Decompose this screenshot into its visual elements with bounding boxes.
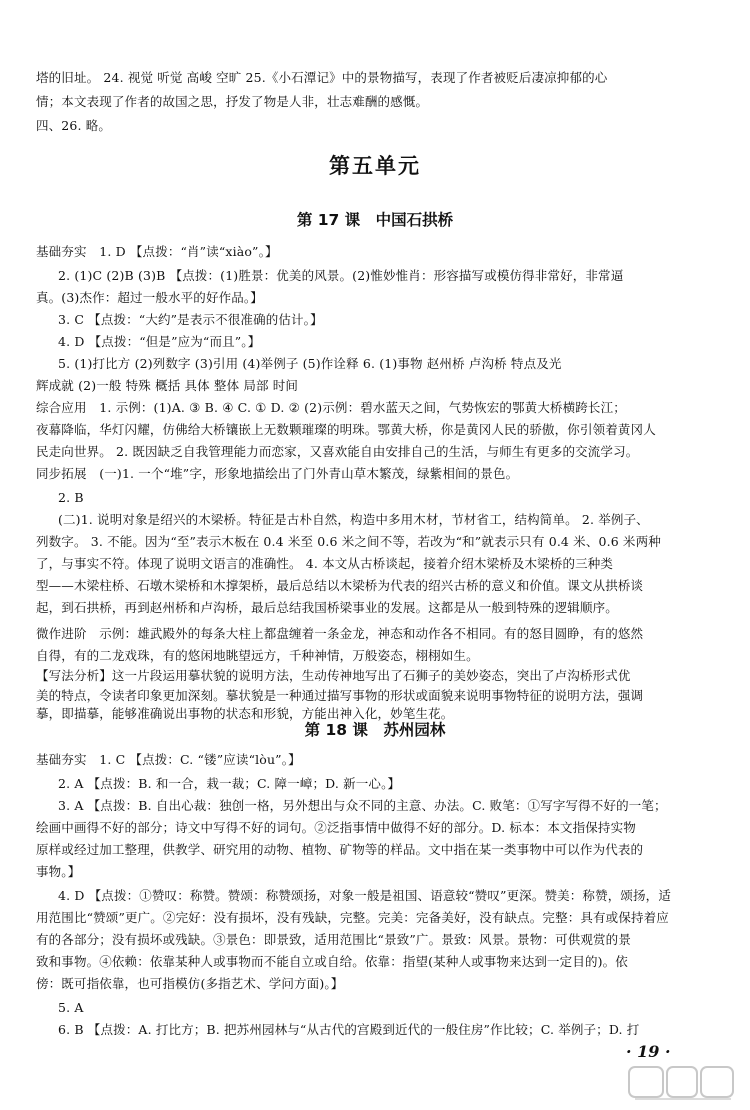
lesson-17-line: 3. C 【点拨：“大约”是表示不很准确的估计。】 bbox=[58, 312, 323, 327]
lesson-17-line: 4. D 【点拨：“但是”应为“而且”。】 bbox=[58, 334, 261, 349]
lesson-17-line: 2. B bbox=[58, 490, 84, 505]
watermark-logo bbox=[627, 1063, 737, 1103]
lesson-17-line: 自得，有的二龙戏珠，有的悠闲地眺望远方，千种神情，万般姿态，栩栩如生。 bbox=[36, 648, 479, 663]
lesson-17-line: 辉成就 (2)一般 特殊 概括 具体 整体 局部 时间 bbox=[36, 378, 299, 393]
lesson-18-line: 基础夯实 1. C 【点拨：C. “镂”应读“lòu”。】 bbox=[36, 752, 301, 767]
lesson-17-line: 列数字。 3. 不能。因为“至”表示木板在 0.4 米至 0.6 米之间不等，若改为“和”就表示只有 0.4 米、0.6 米两种 bbox=[36, 534, 661, 549]
lesson-18-line: 用范围比“赞颂”更广。②完好：没有损坏，没有残缺，完整。完美：完备美好，没有缺点。完整：具有或保持着应 bbox=[36, 910, 669, 925]
intro-line: 四、26. 略。 bbox=[36, 118, 112, 133]
lesson-18-line: 2. A 【点拨：B. 和一合，栽一裁；C. 障一嶂；D. 新一心。】 bbox=[58, 776, 401, 791]
unit-title: 第五单元 bbox=[329, 154, 421, 178]
lesson-17-line: 基础夯实 1. D 【点拨：“肖”读“xiào”。】 bbox=[36, 244, 278, 259]
lesson-17-line: 2. (1)C (2)B (3)B 【点拨：(1)胜景：优美的风景。(2)惟妙惟肖：形容描写或模仿得非常好，非常逼 bbox=[58, 268, 624, 283]
lesson-18-line: 4. D 【点拨：①赞叹：称赞。赞颂：称赞颂扬，对象一般是祖国、语意较“赞叹”更深。赞美：称赞，颂扬，适 bbox=[58, 888, 671, 903]
lesson-17-line: 民走向世界。 2. 既因缺乏自我管理能力而恋家，又喜欢能自由安排自己的生活，与师生有更多的交流学习。 bbox=[36, 444, 639, 459]
lesson-18-title: 第 18 课 苏州园林 bbox=[304, 721, 446, 739]
lesson-18-line: 原样或经过加工整理，供教学、研究用的动物、植物、矿物等的样品。文中指在某一类事物中可以作为代表的 bbox=[36, 842, 644, 857]
intro-line: 情；本文表现了作者的故国之思，抒发了物是人非，壮志难酬的感慨。 bbox=[36, 94, 429, 109]
lesson-17-line: 【写法分析】这一片段运用摹状貌的说明方法，生动传神地写出了石狮子的美妙姿态，突出了卢沟桥形式优 bbox=[36, 668, 631, 683]
lesson-18-line: 绘画中画得不好的部分；诗文中写得不好的词句。②泛指事情中做得不好的部分。D. 标本：本文指保持实物 bbox=[36, 820, 636, 835]
intro-line: 塔的旧址。 24. 视觉 听觉 高峻 空旷 25.《小石潭记》中的景物描写，表现了作者被贬后凄凉抑郁的心 bbox=[36, 70, 608, 85]
lesson-17-line: 真。(3)杰作：超过一般水平的好作品。】 bbox=[36, 290, 263, 305]
lesson-18-line: 5. A bbox=[58, 1000, 84, 1015]
lesson-18-line: 致和事物。④依赖：依靠某种人或事物而不能自立或自给。依靠：指望(某种人或事物来达到一定目的)。依 bbox=[36, 954, 628, 969]
lesson-17-line: 了，与事实不符。体现了说明文语言的准确性。 4. 本文从古桥谈起，接着介绍木梁桥及木梁桥的三种类 bbox=[36, 556, 614, 571]
lesson-17-line: 型——木梁柱桥、石墩木梁桥和木撑架桥，最后总结以木梁桥为代表的绍兴古桥的意义和价值。课文从拱桥谈 bbox=[36, 578, 644, 593]
lesson-17-line: 夜幕降临，华灯闪耀，仿佛给大桥镶嵌上无数颗璀璨的明珠。鄂黄大桥，你是黄冈人民的骄傲，你引领着黄冈人 bbox=[36, 422, 656, 437]
lesson-18-line: 3. A 【点拨：B. 自出心裁：独创一格，另外想出与众不同的主意、办法。C. 败笔：①写字写得不好的一笔； bbox=[58, 798, 667, 813]
lesson-17-line: 摹，即描摹，能够准确说出事物的状态和形貌，方能出神入化，妙笔生花。 bbox=[36, 706, 454, 721]
lesson-17-line: (二)1. 说明对象是绍兴的木梁桥。特征是古朴自然，构造中多用木材，节材省工，结构简单。 2. 举例子、 bbox=[58, 512, 649, 527]
lesson-17-title: 第 17 课 中国石拱桥 bbox=[296, 211, 454, 229]
lesson-18-line: 事物。】 bbox=[36, 864, 81, 879]
lesson-17-line: 同步拓展 (一)1. 一个“堆”字，形象地描绘出了门外青山草木繁茂，绿紫相间的景色。 bbox=[36, 466, 519, 481]
lesson-17-line: 5. (1)打比方 (2)列数字 (3)引用 (4)举例子 (5)作诠释 6. (1)事物 赵州桥 卢沟桥 特点及光 bbox=[58, 356, 562, 371]
lesson-17-line: 综合应用 1. 示例：(1)A. ③ B. ④ C. ① D. ② (2)示例：碧水蓝天之间，气势恢宏的鄂黄大桥横跨长江； bbox=[36, 400, 626, 415]
lesson-18-line: 6. B 【点拨：A. 打比方；B. 把苏州园林与“从古代的宫殿到近代的一般住房”作比较；C. 举例子；D. 打 bbox=[58, 1022, 640, 1037]
lesson-17-line: 美的特点，令读者印象更加深刻。摹状貌是一种通过描写事物的形状或面貌来说明事物特征的说明方法，强调 bbox=[36, 688, 644, 703]
lesson-18-line: 傍：既可指依靠，也可指模仿(多指艺术、学问方面)。】 bbox=[36, 976, 344, 991]
lesson-18-line: 有的各部分；没有损坏或残缺。③景色：即景致，适用范围比“景致”广。景致：风景。景物：可供观赏的景 bbox=[36, 932, 631, 947]
page-number: · 19 · bbox=[626, 1042, 671, 1061]
lesson-17-line: 微作进阶 示例：雄武殿外的每条大柱上都盘缠着一条金龙，神态和动作各不相同。有的怒目圆睁，有的悠然 bbox=[36, 626, 644, 641]
lesson-17-line: 起，到石拱桥，再到赵州桥和卢沟桥，最后总结我国桥梁事业的发展。这都是从一般到特殊的逻辑顺序。 bbox=[36, 600, 618, 615]
